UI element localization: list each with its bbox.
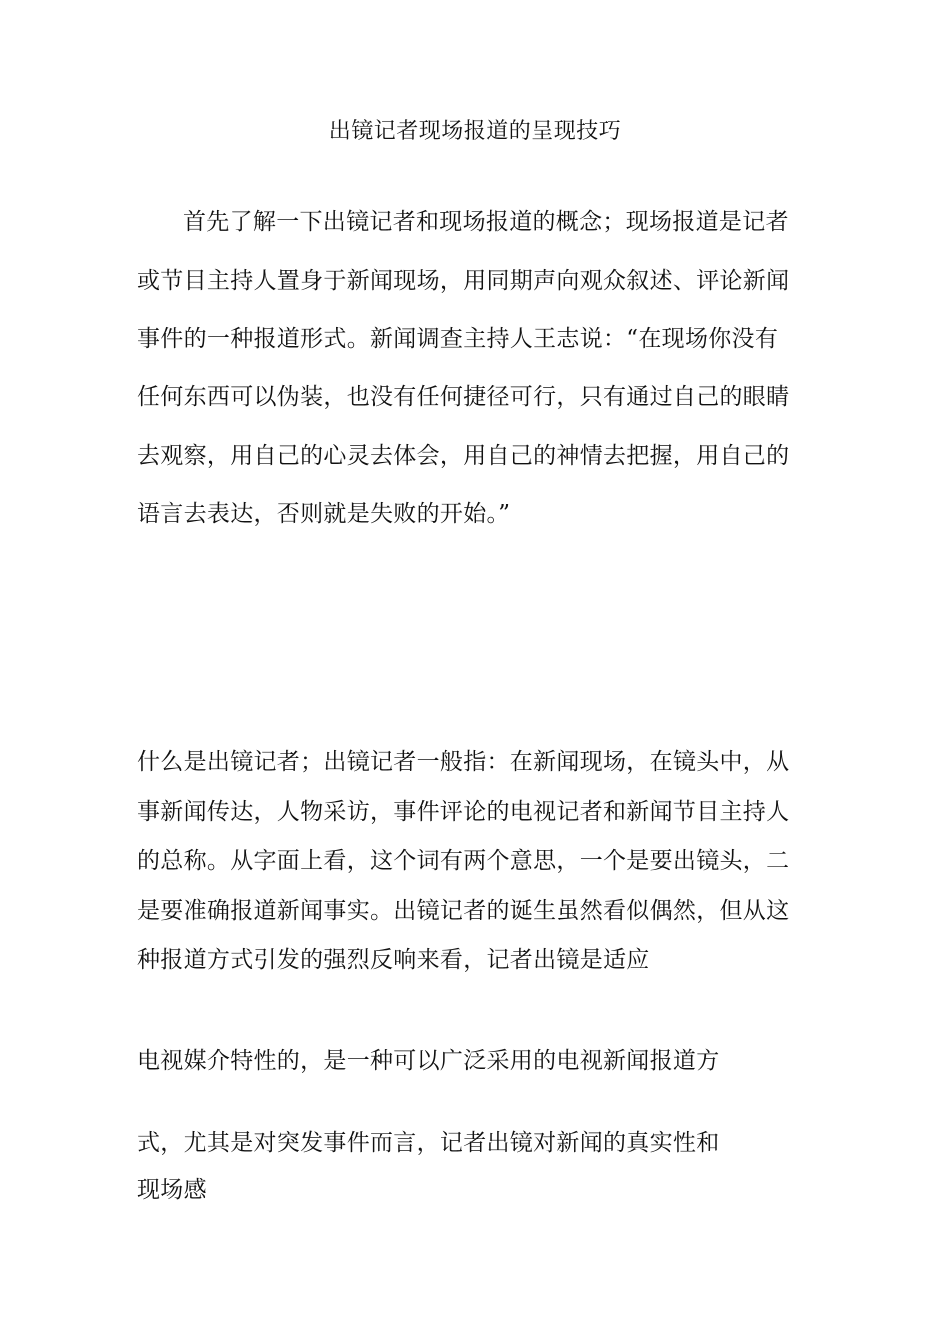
paragraph-1-line-5: 去观察，用自己的心灵去体会，用自己的神情去把握，用自己的 bbox=[137, 443, 790, 469]
paragraph-1-line-6: 语言去表达，否则就是失败的开始。” bbox=[137, 501, 511, 527]
paragraph-1-line-4: 任何东西可以伪装，也没有任何捷径可行，只有通过自己的眼睛 bbox=[137, 384, 790, 410]
paragraph-2-line-1: 什么是出镜记者；出镜记者一般指：在新闻现场，在镜头中，从 bbox=[137, 749, 790, 775]
paragraph-2-line-2: 事新闻传达，人物采访，事件评论的电视记者和新闻节目主持人 bbox=[137, 799, 790, 825]
paragraph-2-line-3: 的总称。从字面上看，这个词有两个意思，一个是要出镜头，二 bbox=[137, 848, 790, 874]
paragraph-1-line-1: 首先了解一下出镜记者和现场报道的概念；现场报道是记者 bbox=[183, 209, 789, 235]
paragraph-3-line-1: 电视媒介特性的，是一种可以广泛采用的电视新闻报道方 bbox=[137, 1048, 720, 1074]
paragraph-2-line-5: 种报道方式引发的强烈反响来看，记者出镜是适应 bbox=[137, 947, 650, 973]
paragraph-1-line-3: 事件的一种报道形式。新闻调查主持人王志说：“在现场你没有 bbox=[137, 326, 779, 352]
document-title: 出镜记者现场报道的呈现技巧 bbox=[328, 119, 622, 144]
paragraph-2-line-4: 是要准确报道新闻事实。出镜记者的诞生虽然看似偶然，但从这 bbox=[137, 898, 790, 924]
paragraph-4-line-1: 式，尤其是对突发事件而言，记者出镜对新闻的真实性和 bbox=[137, 1130, 720, 1156]
paragraph-1-line-2: 或节目主持人置身于新闻现场，用同期声向观众叙述、评论新闻 bbox=[137, 268, 790, 294]
paragraph-4-line-2: 现场感 bbox=[137, 1177, 207, 1203]
